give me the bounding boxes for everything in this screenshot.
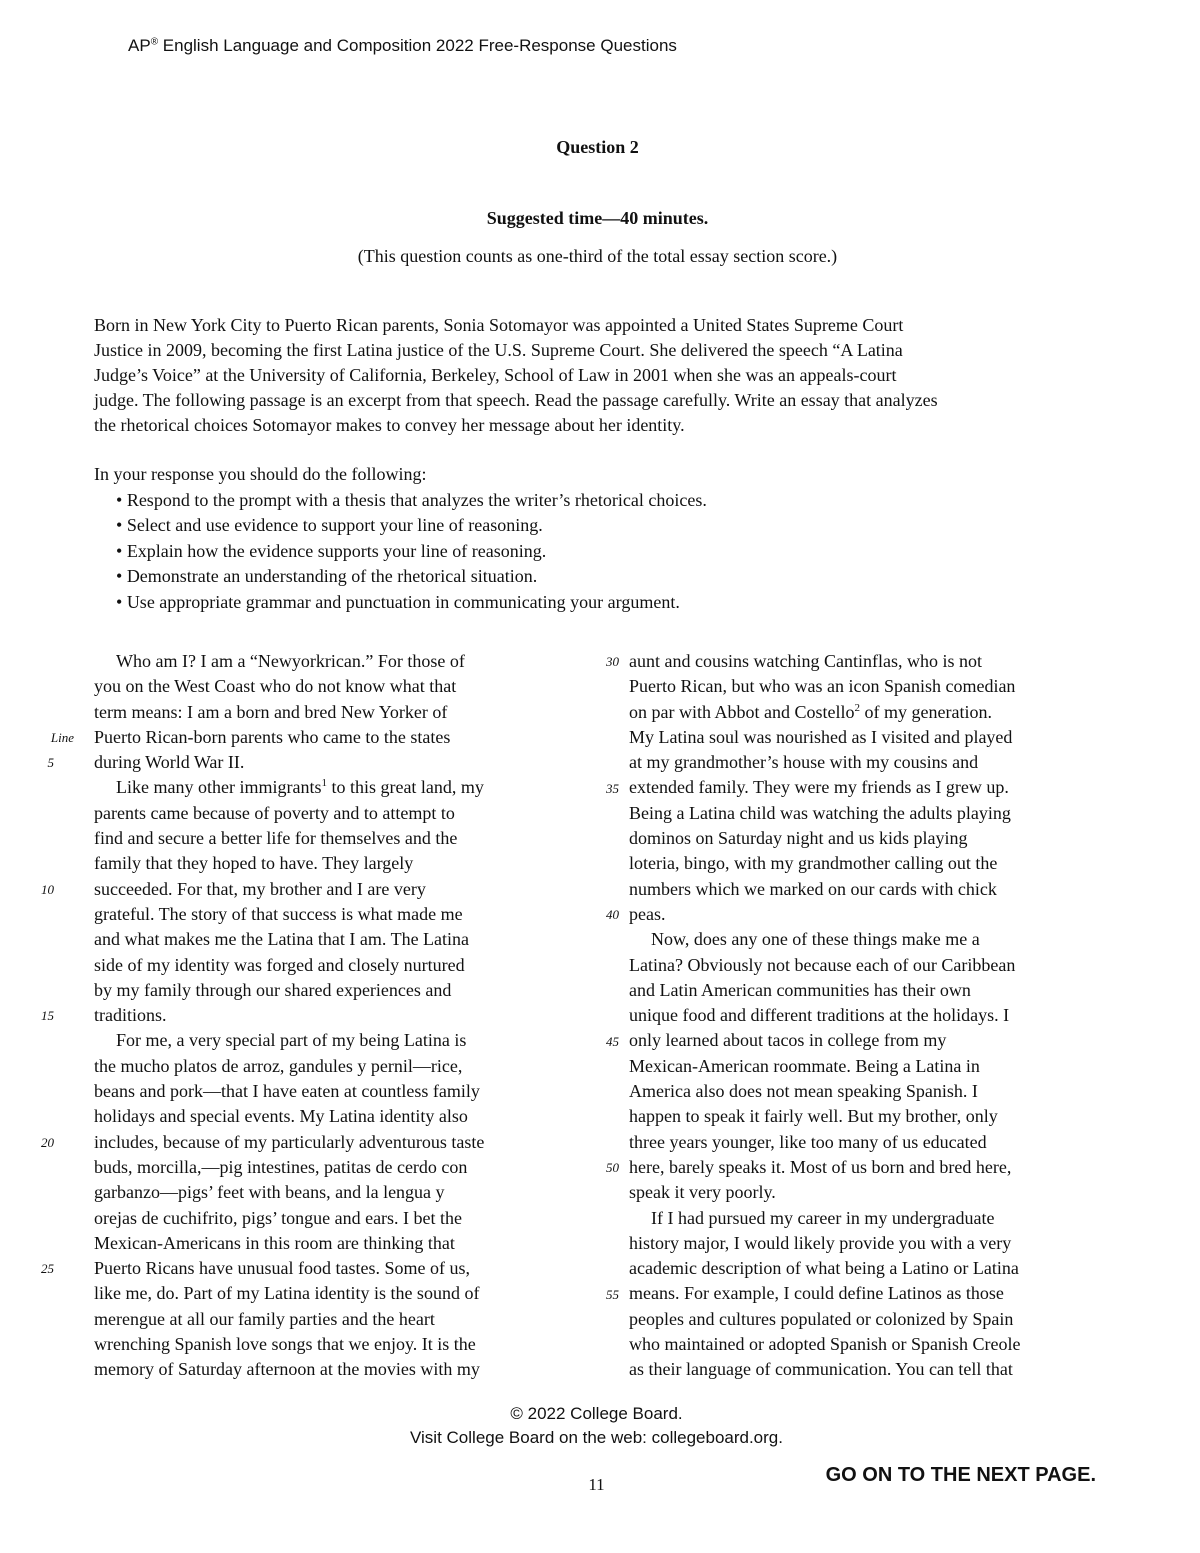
passage-text: to this great land, my [326, 777, 484, 798]
page-header [128, 36, 677, 56]
line-number: 55 [606, 1286, 619, 1302]
next-page-notice: GO ON TO THE NEXT PAGE. [825, 1464, 1096, 1486]
passage-line: memory of Saturday afternoon at the movies with my [94, 1359, 480, 1380]
passage-line: you on the West Coast who do not know what that [94, 676, 457, 697]
passage-line: by my family through our shared experiences and [94, 979, 452, 1000]
passage-line: Puerto Rican-born parents who came to the states [94, 726, 451, 747]
passage-line [629, 700, 1109, 725]
passage-right-column [629, 649, 1109, 1383]
passage-line: wrenching Spanish love songs that we enjoy. It is the [94, 1334, 476, 1355]
passage-line: Now, does any one of these things make me a [651, 929, 980, 950]
passage-line: extended family. They were my friends as I grew up. [629, 777, 1009, 798]
instruction-item: • Use appropriate grammar and punctuation in communicating your argument. [116, 590, 1094, 616]
passage-line: numbers which we marked on our cards with chick [629, 878, 997, 899]
footnote-marker: 2 [854, 701, 860, 714]
response-instructions [94, 462, 1094, 615]
line-number: 5 [47, 755, 54, 771]
passage-text: Like many other immigrants [116, 777, 322, 798]
intro-line: the rhetorical choices Sotomayor makes to convey her message about her identity. [94, 415, 685, 435]
passage-line: speak it very poorly. [629, 1182, 776, 1203]
passage-line [94, 775, 574, 800]
header-ap: AP [128, 36, 151, 55]
passage-line: My Latina soul was nourished as I visited and played [629, 726, 1013, 747]
passage-line: and what makes me the Latina that I am. The Latina [94, 929, 470, 950]
instruction-item: • Demonstrate an understanding of the rhetorical situation. [116, 564, 1094, 590]
passage-line: side of my identity was forged and closely nurtured [94, 954, 465, 975]
line-number: 35 [606, 780, 619, 796]
question-title: Question 2 [556, 137, 639, 157]
passage-line: Puerto Ricans have unusual food tastes. Some of us, [94, 1258, 470, 1279]
passage-line: like me, do. Part of my Latina identity is the sound of [94, 1283, 480, 1304]
line-number: 10 [41, 881, 54, 897]
passage-text: on par with Abbot and Costello [629, 701, 855, 722]
passage-line: who maintained or adopted Spanish or Spanish Creole [629, 1334, 1021, 1355]
passage-line: here, barely speaks it. Most of us born and bred here, [629, 1156, 1012, 1177]
website-line: Visit College Board on the web: collegeboard.org. [410, 1428, 783, 1447]
line-label: Line [50, 729, 74, 745]
passage-line: includes, because of my particularly adventurous taste [94, 1131, 485, 1152]
passage-line: academic description of what being a Latino or Latina [629, 1258, 1019, 1279]
score-note: (This question counts as one-third of the total essay section score.) [357, 246, 838, 266]
page-number: 11 [588, 1475, 605, 1494]
passage-line: If I had pursued my career in my undergraduate [651, 1207, 995, 1228]
passage-line: as their language of communication. You can tell that [629, 1359, 1013, 1380]
passage-line: Mexican-Americans in this room are thinking that [94, 1232, 455, 1253]
passage-line: unique food and different traditions at the holidays. I [629, 1005, 1010, 1026]
passage-line: Mexican-American roommate. Being a Latina in [629, 1055, 980, 1076]
intro-line: Born in New York City to Puerto Rican parents, Sonia Sotomayor was appointed a United States Supreme Court [94, 315, 904, 335]
passage-line: only learned about tacos in college from my [629, 1030, 947, 1051]
passage-line: For me, a very special part of my being Latina is [116, 1030, 467, 1051]
passage-line: succeeded. For that, my brother and I are very [94, 878, 426, 899]
intro-line: judge. The following passage is an excerpt from that speech. Read the passage carefully. Write an essay that analyzes [94, 390, 938, 410]
line-number: 40 [606, 907, 619, 922]
passage-line: means. For example, I could define Latinos as those [629, 1283, 1004, 1304]
passage-line: buds, morcilla,—pig intestines, patitas de cerdo con [94, 1156, 468, 1177]
passage-line: Puerto Rican, but who was an icon Spanish comedian [629, 676, 1016, 697]
passage-line: happen to speak it fairly well. But my brother, only [629, 1106, 998, 1127]
passage-line: term means: I am a born and bred New Yorker of [94, 701, 448, 722]
passage-line: family that they hoped to have. They largely [94, 853, 414, 874]
passage-line: orejas de cuchifrito, pigs’ tongue and ears. I bet the [94, 1207, 463, 1228]
line-number: 20 [41, 1134, 54, 1150]
passage-line: Who am I? I am a “Newyorkrican.” For those of [116, 651, 465, 671]
passage-line: three years younger, like too many of us educated [629, 1131, 987, 1152]
passage-line: at my grandmother’s house with my cousins and [629, 752, 979, 773]
instruction-item: • Explain how the evidence supports your line of reasoning. [116, 539, 1094, 565]
line-number: 15 [41, 1008, 54, 1024]
line-number: 25 [41, 1261, 54, 1277]
registered-mark: ® [150, 36, 159, 48]
passage-line: history major, I would likely provide you with a very [629, 1232, 1012, 1253]
line-number: 45 [606, 1033, 619, 1049]
passage-line: Being a Latina child was watching the adults playing [629, 802, 1011, 823]
passage-line: grateful. The story of that success is what made me [94, 903, 463, 924]
passage-line: peoples and cultures populated or colonized by Spain [629, 1308, 1014, 1329]
header-title: English Language and Composition 2022 Free-Response Questions [158, 36, 677, 55]
passage-line: dominos on Saturday night and us kids playing [629, 828, 968, 849]
instructions-list [94, 488, 1094, 616]
passage-line: peas. [629, 903, 666, 924]
passage-text: of my generation. [859, 701, 992, 722]
passage-line: America also does not mean speaking Spanish. I [629, 1081, 978, 1102]
instructions-lead: In your response you should do the following: [94, 464, 427, 484]
passage-line: traditions. [94, 1005, 167, 1026]
footnote-marker: 1 [321, 777, 327, 790]
passage-line: find and secure a better life for themselves and the [94, 828, 458, 849]
intro-paragraph [94, 313, 1104, 438]
instruction-item: • Select and use evidence to support your line of reasoning. [116, 513, 1094, 539]
passage-left-column [94, 649, 574, 1383]
intro-line: Judge’s Voice” at the University of California, Berkeley, School of Law in 2001 when she was an appeals-court [94, 365, 897, 385]
passage-line: the mucho platos de arroz, gandules y pernil—rice, [94, 1055, 463, 1076]
passage-line: during World War II. [94, 752, 245, 773]
passage-line: beans and pork—that I have eaten at countless family [94, 1081, 480, 1102]
passage-line: merengue at all our family parties and the heart [94, 1308, 435, 1329]
passage-line: Latina? Obviously not because each of our Caribbean [629, 954, 1016, 975]
instruction-item: • Respond to the prompt with a thesis that analyzes the writer’s rhetorical choices. [116, 488, 1094, 514]
line-number: 30 [606, 654, 619, 669]
passage-line: holidays and special events. My Latina identity also [94, 1106, 468, 1127]
suggested-time: Suggested time—40 minutes. [486, 208, 709, 228]
passage-line: garbanzo—pigs’ feet with beans, and la lengua y [94, 1182, 445, 1203]
passage-line: aunt and cousins watching Cantinflas, who is not [629, 651, 982, 671]
passage-line: and Latin American communities has their own [629, 979, 971, 1000]
copyright-line: © 2022 College Board. [510, 1404, 683, 1423]
passage-line: parents came because of poverty and to attempt to [94, 802, 455, 823]
passage-line: loteria, bingo, with my grandmother calling out the [629, 853, 998, 874]
intro-line: Justice in 2009, becoming the first Latina justice of the U.S. Supreme Court. She delivered the speech “A Latina [94, 340, 903, 360]
line-number: 50 [606, 1160, 619, 1175]
